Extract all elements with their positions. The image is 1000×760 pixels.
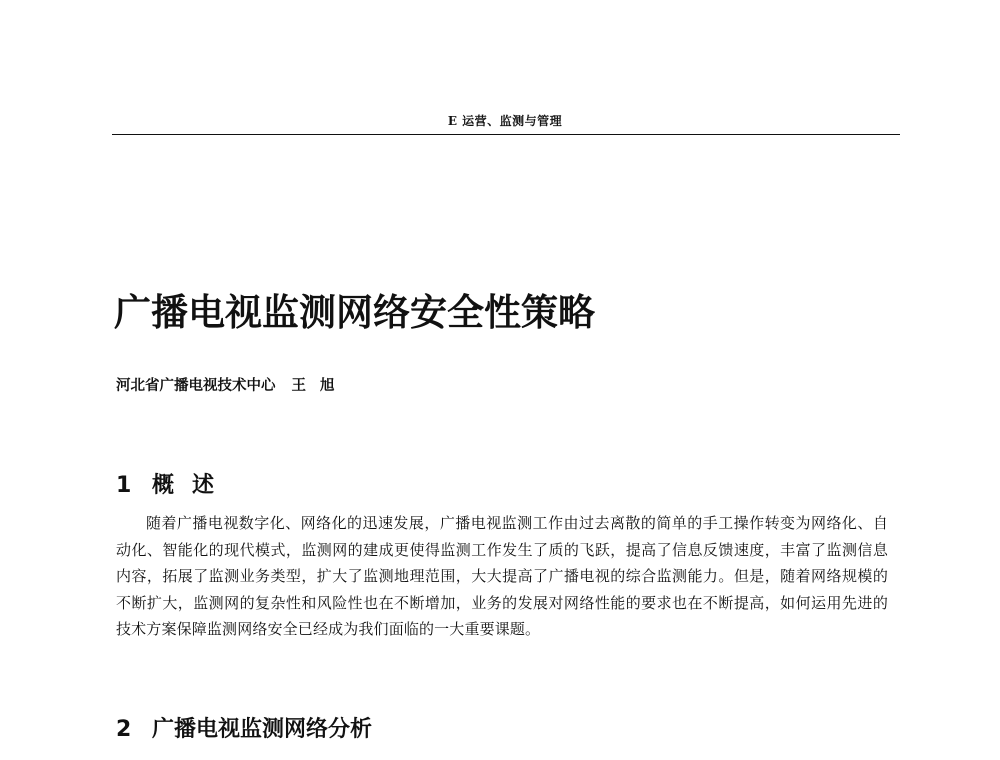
running-header: E 运营、监测与管理 [447,114,563,128]
author-name: 王旭 [291,378,349,394]
section-number: 2 [116,717,132,742]
section-title: 广播电视监测网络分析 [152,717,373,742]
section-number: 1 [116,473,132,498]
paper-title: 广播电视监测网络安全性策略 [114,291,595,334]
header-rule [112,134,900,135]
section-paragraph: 随着广播电视数字化、网络化的迅速发展，广播电视监测工作由过去离散的简单的手工操作转变为网络化、自动化、智能化的现代模式，监测网的建成更使得监测工作发生了质的飞跃，提高了信息反馈速度，丰富了监测信息内容，拓展了监测业务类型，扩大了监测地理范围，大大提高了广播电视的综合监测能力。但是，随着网络规模的不断扩大，监测网的复杂性和风险性也在不断增加，业务的发展对网络性能的要求也在不断提高，如何运用先进的技术方案保障监测网络安全已经成为我们面临的一大重要课题。 [116,514,888,639]
section-title: 概述 [152,473,233,498]
affiliation: 河北省广播电视技术中心 [116,378,276,394]
section-heading-overview [116,468,232,499]
author-line [116,374,349,395]
section-heading-network-analysis [116,712,372,743]
